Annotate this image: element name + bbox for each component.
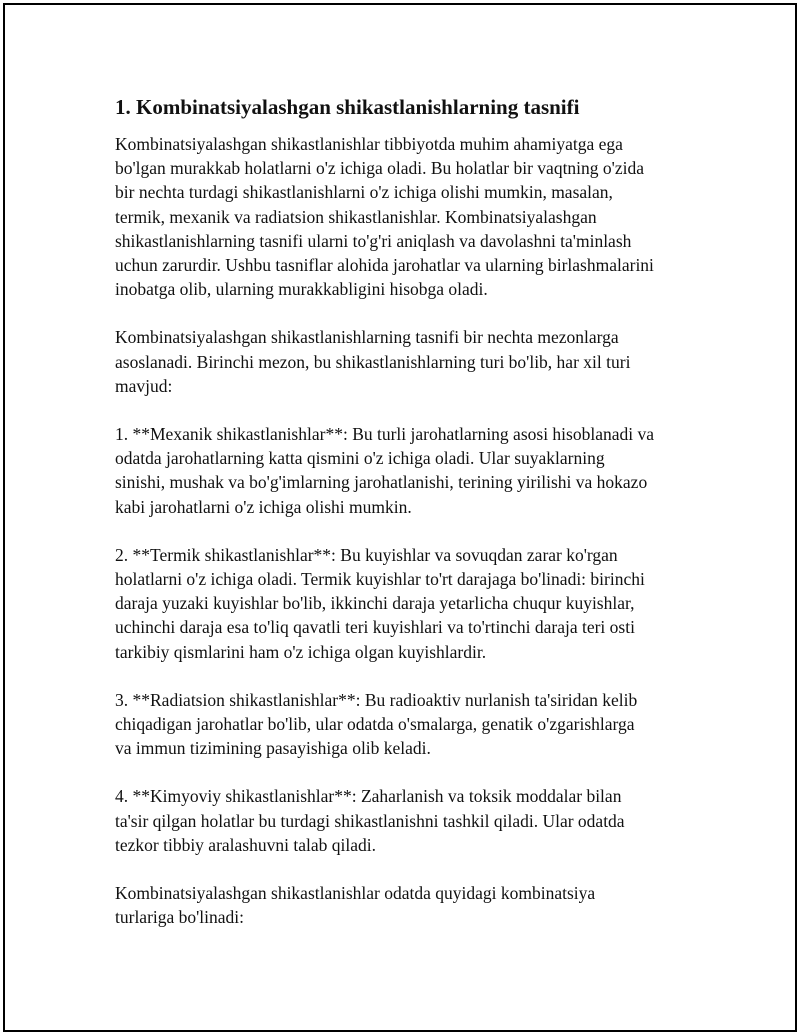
list-item-mechanical: 1. **Mexanik shikastlanishlar**: Bu turli jarohatlarning asosi hisoblanadi va odatda jarohatlarning katta qismini o'z ichiga oladi. Ular suyaklarning sinishi, mushak va bo'g'imlarning jarohatlanishi, terining yirilishi va hokazo kabi jarohatlarni o'z ichiga olishi mumkin. [115,424,655,517]
section-heading: 1. Kombinatsiyalashgan shikastlanishlarning tasnifi [115,95,580,119]
paragraph-intro: Kombinatsiyalashgan shikastlanishlar tibbiyotda muhim ahamiyatga ega bo'lgan murakkab holatlarni o'z ichiga oladi. Bu holatlar bir vaqtning o'zida bir nechta turdagi shikastlanishlarni o'z ichiga olishi mumkin, masalan, termik, mexanik va radiatsion shikastlanishlar. Kombinatsiyalashgan shikastlanishlarning tasnifi ularni to'g'ri aniqlash va davolashni ta'minlash uchun zarurdir. Ushbu tasniflar alohida jarohatlar va ularning birlashmalarini inobatga olib, ularning murakkabligini hisobga oladi. [115,134,654,300]
list-item-radiation: 3. **Radiatsion shikastlanishlar**: Bu radioaktiv nurlanish ta'siridan kelib chiqadigan jarohatlar bo'lib, ular odatda o'smalarga, genatik o'zgarishlarga va immun tizimining pasayishiga olib keladi. [115,689,638,759]
paragraph-combination-types: Kombinatsiyalashgan shikastlanishlar odatda quyidagi kombinatsiya turlariga bo'linadi: [115,883,596,928]
paragraph-criteria: Kombinatsiyalashgan shikastlanishlarning tasnifi bir nechta mezonlarga asoslanadi. Birinchi mezon, bu shikastlanishlarning turi bo'lib, har xil turi mavjud: [115,327,631,396]
list-item-thermal: 2. **Termik shikastlanishlar**: Bu kuyishlar va sovuqdan zarar ko'rgan holatlarni o'z ichiga oladi. Termik kuyishlar to'rt darajaga bo'linadi: birinchi daraja yuzaki kuyishlar bo'lib, ikkinchi daraja yetarlicha chuqur kuyishlar, uchinchi daraja esa to'liq qavatli teri kuyishlari va to'rtinchi daraja teri osti tarkibiy qismlarini ham o'z ichiga olgan kuyishlardir. [115,544,645,662]
document-body [115,92,705,953]
list-item-chemical: 4. **Kimyoviy shikastlanishlar**: Zaharlanish va toksik moddalar bilan ta'sir qilgan holatlar bu turdagi shikastlanishni tashkil qiladi. Ular odatda tezkor tibbiy aralashuvni talab qiladi. [115,786,625,855]
